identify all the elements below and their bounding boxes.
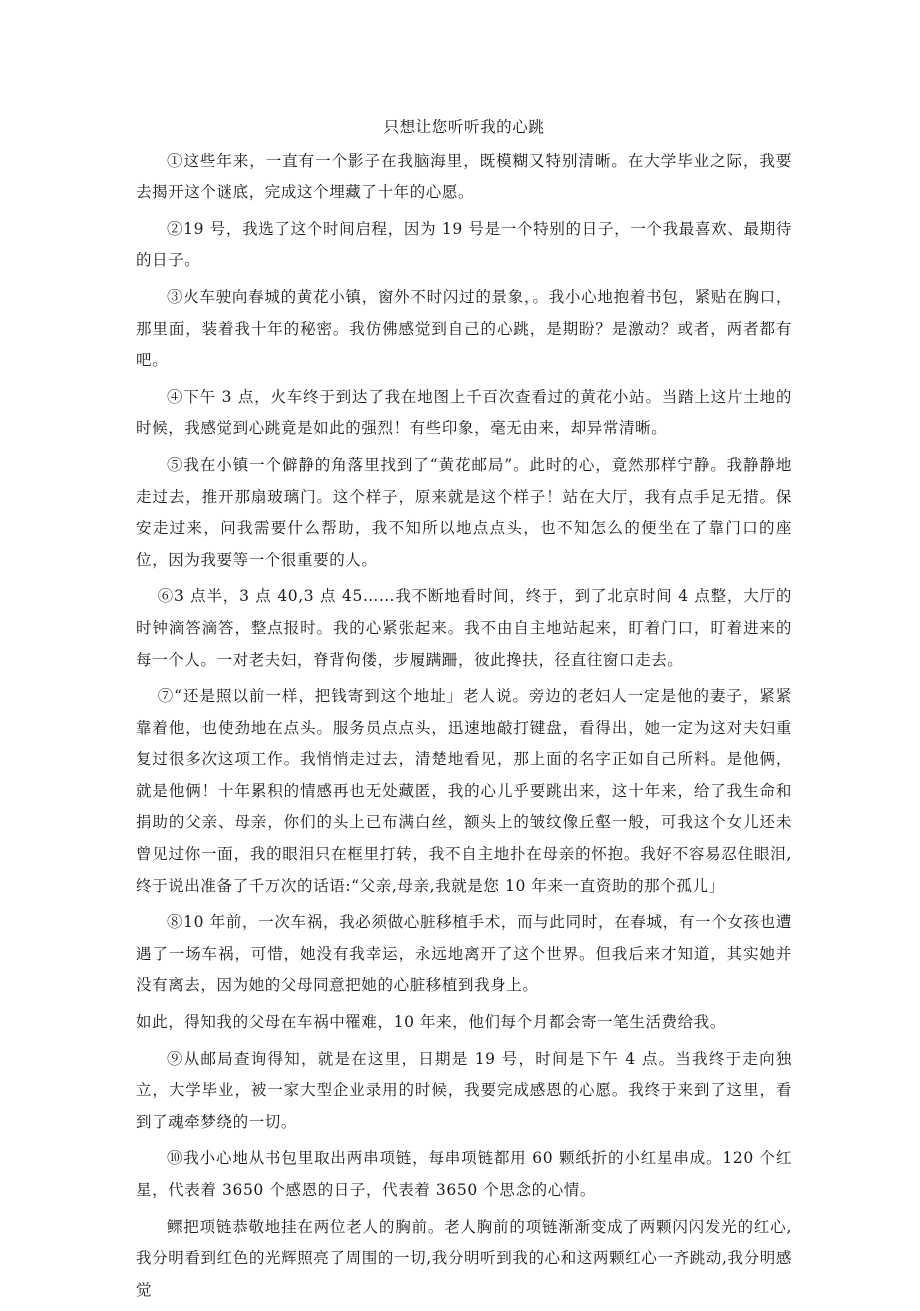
paragraph-8-continued: 如此，得知我的父母在车祸中罹难，10 年来，他们每个月都会寄一笔生活费给我。 [136,1013,726,1032]
paragraph-7: ⑦“还是照以前一样，把钱寄到这个地址」老人说。旁边的老妇人一定是他的妻子，紧紧靠着他，也使劲地在点头。服务员点点头，迅速地敲打键盘，看得出，她一定为这对夫妇重复过很多次这项工作。我悄悄走过去，清楚地看见，那上面的名字正如自己所料。是他俩，就是他俩！十年累积的情感再也无处藏匿，我的心儿乎要跳出来，这十年来，给了我生命和捐助的父亲、母亲，你们的头上已布满白丝，额头上的皱纹像丘壑一般，可我这个女儿还未曾见过你一面，我的眼泪只在框里打转，我不自主地扑在母亲的怀抱。我好不容易忍住眼泪,终于说出准备了千万次的话语:“父亲,母亲,我就是您 10 年来一直资助的那个孤儿」 [136,687,792,895]
paragraph-8: ⑧10 年前，一次车祸，我必须做心脏移植手术，而与此同时，在春城，有一个女孩也遭遇了一场车祸，可惜，她没有我幸运，永远地离开了这个世界。但我后来才知道，其实她并没有离去，因为她的父母同意把她的心脏移植到我身上。 [136,913,792,995]
paragraph-3: ③火车驶向春城的黄花小镇，窗外不时闪过的景象，。我小心地抱着书包，紧贴在胸口，那里面，装着我十年的秘密。我仿佛感觉到自己的心跳，是期盼？是激动？或者，两者都有吧。 [136,287,792,370]
paragraph-10: ⑩我小心地从书包里取出两串项链，每串项链都用 60 颗纸折的小红星串成。120 个红星，代表着 3650 个感恩的日子，代表着 3650 个思念的心情。 [136,1149,792,1199]
paragraph-5: ⑤我在小镇一个僻静的角落里找到了“黄花邮局”。此时的心，竟然那样宁静。我静静地走过去，推开那扇玻璃门。这个样子，原来就是这个样子！站在大厅，我有点手足无措。保安走过来，问我需要什么帮助，我不知所以地点点头，也不知怎么的便坐在了靠门口的座位，因为我要等一个很重要的人。 [136,455,792,569]
paragraph-6: ⑥3 点半，3 点 40,3 点 45……我不断地看时间，终于，到了北京时间 4 点整，大厅的时钟滴答滴答，整点报时。我的心紧张起来。我不由自主地站起来，盯着门口，盯着进来的每一个人。一对老夫妇，脊背佝偻，步履蹒跚，彼此搀扶，径直往窗口走去。 [136,587,792,669]
paragraph-9: ⑨从邮局查询得知，就是在这里，日期是 19 号，时间是下午 4 点。当我终于走向独立，大学毕业，被一家大型企业录用的时候，我要完成感恩的心愿。我终于来到了这里，看到了魂牵梦绕的一切。 [136,1049,792,1131]
document-title: 只想让您听听我的心跳 [383,118,545,136]
paragraph-2: ②19 号，我选了这个时间启程，因为 19 号是一个特别的日子，一个我最喜欢、最期待的日子。 [136,219,792,270]
paragraph-4: ④下午 3 点，火车终于到达了我在地图上千百次查看过的黄花小站。当踏上这片土地的时候，我感觉到心跳竟是如此的强烈！有些印象，毫无由来，却异常清晰。 [136,387,792,438]
document-page [136,112,792,1311]
paragraph-11: 鳏把项链恭敬地挂在两位老人的胸前。老人胸前的项链渐渐变成了两颗闪闪发光的红心,我分明看到红色的光辉照亮了周围的一切,我分明听到我的心和这两颗红心一齐跳动,我分明感觉 [136,1217,792,1299]
paragraph-1: ①这些年来，一直有一个影子在我脑海里，既模糊又特别清晰。在大学毕业之际，我要去揭开这个谜底，完成这个埋藏了十年的心愿。 [136,151,792,202]
